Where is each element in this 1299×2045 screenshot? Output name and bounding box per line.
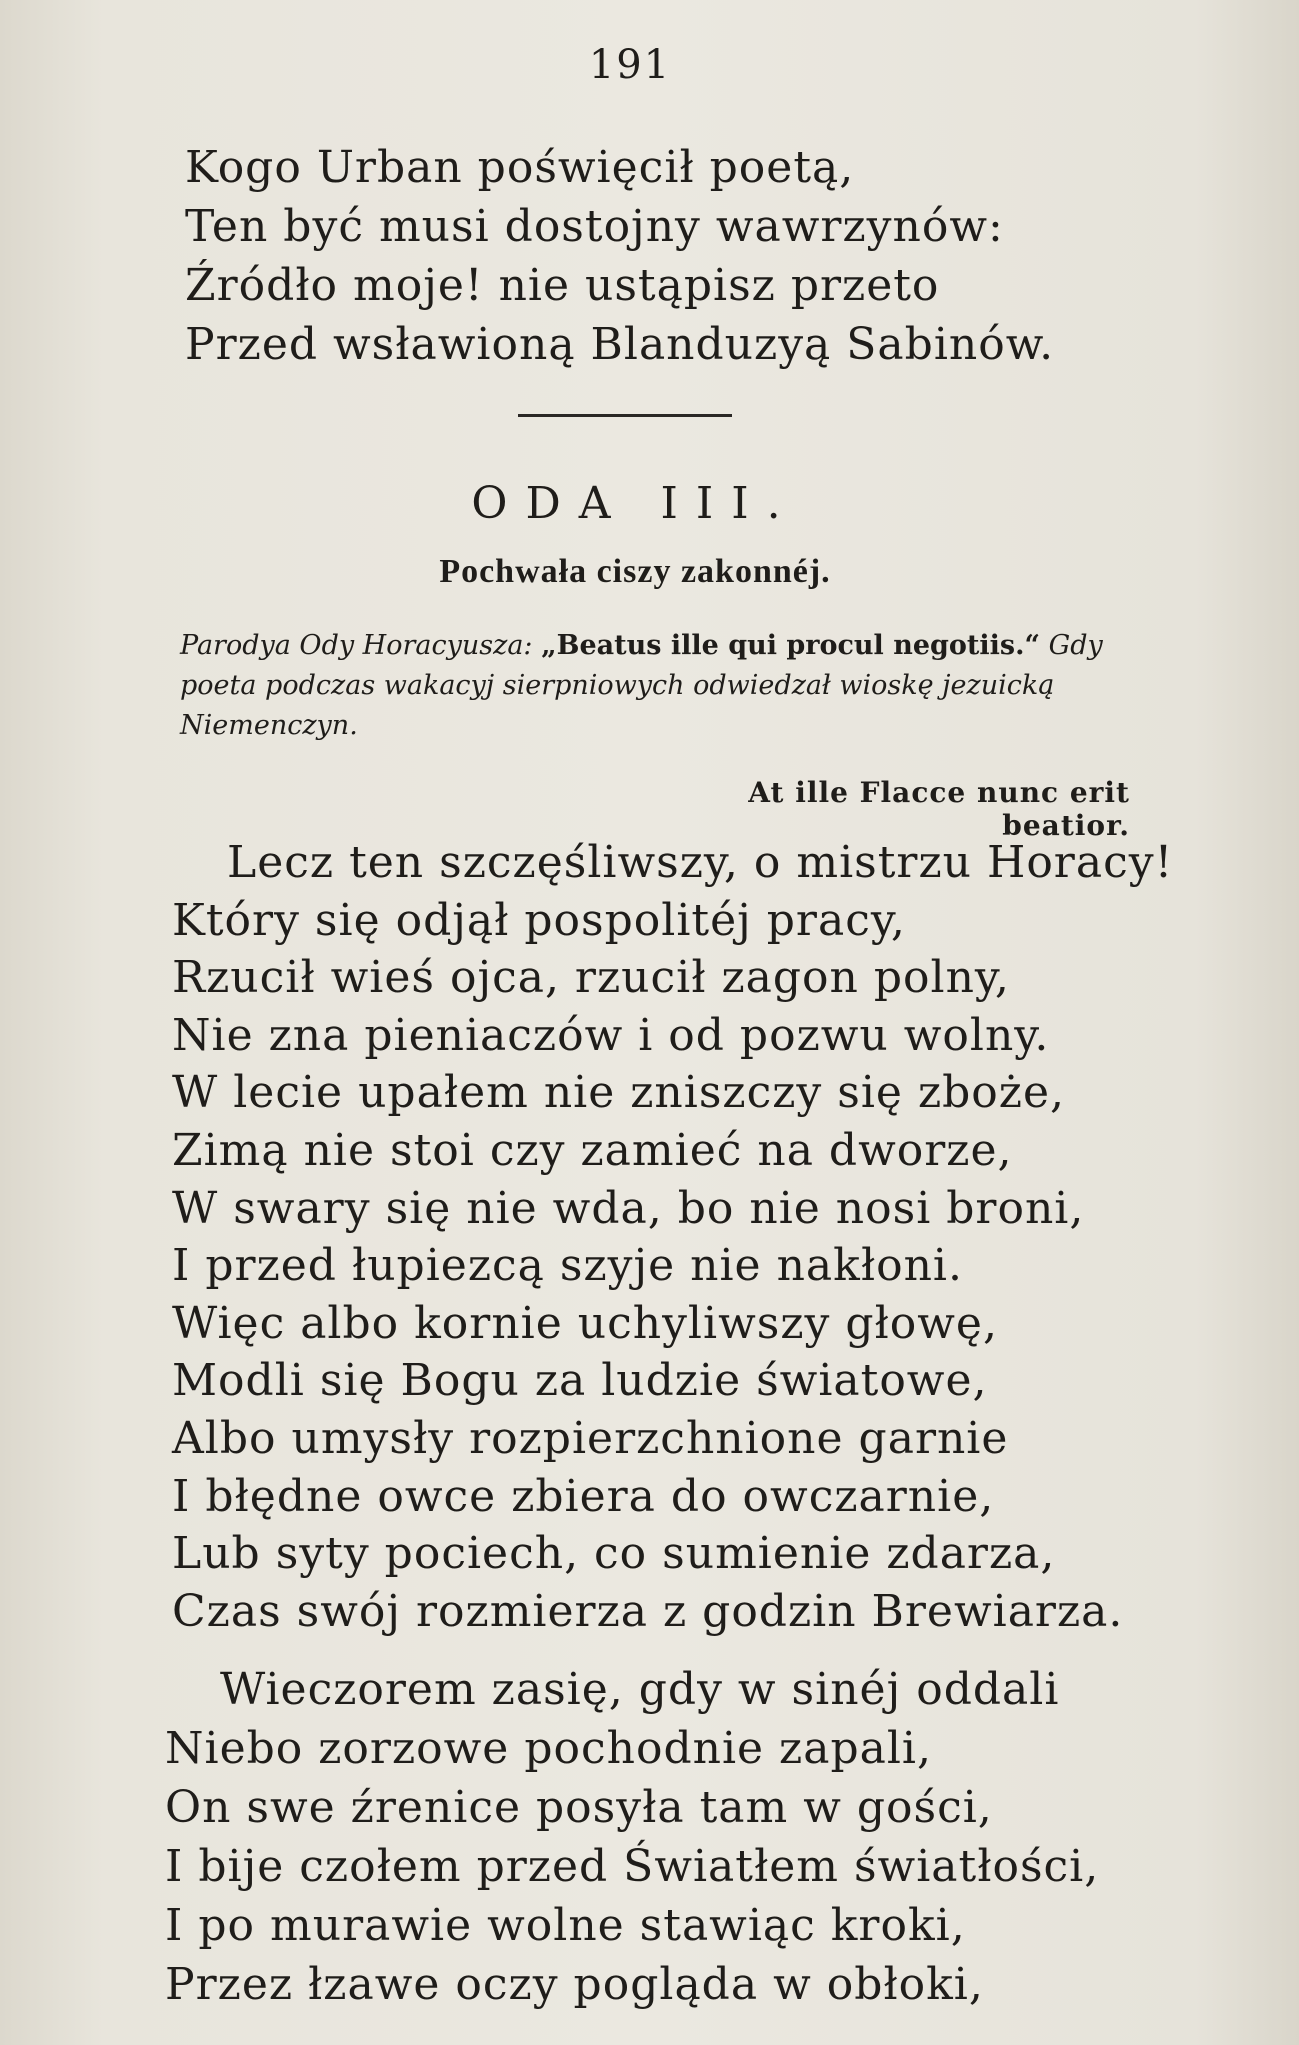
- verse-line: W lecie upałem nie zniszczy się zboże,: [172, 1067, 1065, 1119]
- verse-line: Niebo zorzowe pochodnie zapali,: [165, 1723, 932, 1774]
- verse-line: I bije czołem przed Światłem światłości,: [165, 1841, 1100, 1892]
- section-divider: [518, 414, 732, 417]
- intro-quote: „Beatus ille qui procul negotiis.“: [541, 630, 1041, 661]
- verse-line: Ten być musi dostojny wawrzynów:: [185, 201, 1004, 252]
- ode-title: ODA III.: [471, 478, 799, 529]
- verse-line: Zimą nie stoi czy zamieć na dworze,: [172, 1124, 1013, 1176]
- intro-note: Gdy poeta podczas wakacyj sierpniowych odwiedzał wioskę jezuicką Niemenczyn.: [180, 630, 1103, 741]
- verse-line: I przed łupiezcą szyje nie nakłoni.: [172, 1240, 963, 1292]
- verse-line: Źródło moje! nie ustąpisz przeto: [185, 260, 940, 311]
- verse-line: I błędne owce zbiera do owczarnie,: [172, 1470, 995, 1522]
- verse-line: Lecz ten szczęśliwszy, o mistrzu Horacy!: [227, 837, 1174, 888]
- verse-line: I po murawie wolne stawiąc kroki,: [165, 1900, 966, 1951]
- verse-line: Czas swój rozmierza z godzin Brewiarza.: [172, 1585, 1124, 1637]
- verse-line: Więc albo kornie uchyliwszy głowę,: [172, 1297, 998, 1349]
- verse-line: Modli się Bogu za ludzie światowe,: [172, 1355, 988, 1407]
- verse-line: W swary się nie wda, bo nie nosi broni,: [172, 1182, 1085, 1234]
- intro-label: Parodya Ody Horacyusza:: [180, 630, 533, 661]
- ode-intro: [180, 626, 1180, 746]
- verse-line: Kogo Urban poświęcił poetą,: [185, 142, 855, 193]
- stanza-main: [172, 834, 1173, 1640]
- verse-line: Nie zna pieniaczów i od pozwu wolny.: [172, 1009, 1050, 1061]
- verse-line: Rzucił wieś ojca, rzucił zagon polny,: [172, 952, 1010, 1004]
- verse-line: Wieczorem zasię, gdy w sinéj oddali: [220, 1664, 1060, 1715]
- verse-line: Przed wsławioną Blanduzyą Sabinów.: [185, 319, 1055, 370]
- stanza-top: [185, 138, 1054, 374]
- verse-line: Przez łzawe oczy pogląda w obłoki,: [165, 1959, 984, 2010]
- stanza-last: [165, 1660, 1099, 2014]
- ode-subtitle: Pochwała ciszy zakonnéj.: [439, 553, 831, 590]
- epigraph: At ille Flacce nunc erit beatior.: [748, 776, 1130, 842]
- verse-line: On swe źrenice posyła tam w gości,: [165, 1782, 993, 1833]
- verse-line: Który się odjął pospolitéj pracy,: [172, 894, 906, 946]
- verse-line: Albo umysły rozpierzchnione garnie: [172, 1412, 1009, 1464]
- verse-line: Lub syty pociech, co sumienie zdarza,: [172, 1528, 1056, 1580]
- page-number: 191: [588, 42, 672, 88]
